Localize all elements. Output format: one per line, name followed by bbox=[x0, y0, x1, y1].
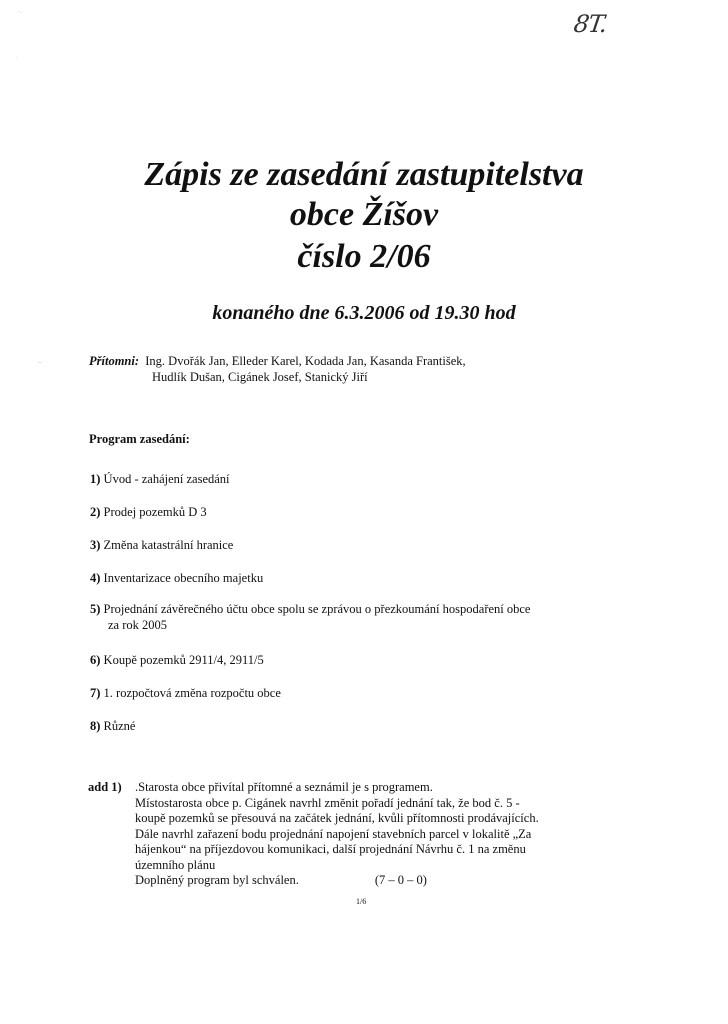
attendees-line-1: Ing. Dvořák Jan, Elleder Karel, Kodada Jan, Kasanda František, bbox=[145, 354, 466, 368]
agenda-number: 8) bbox=[90, 719, 101, 733]
title-line-1: Zápis ze zasedání zastupitelstva bbox=[144, 156, 584, 193]
add-1-label: add 1) bbox=[88, 780, 122, 794]
agenda-text: Inventarizace obecního majetku bbox=[103, 571, 264, 585]
agenda-text: Změna katastrální hranice bbox=[103, 538, 234, 552]
page-number: 1/6 bbox=[356, 897, 367, 906]
agenda-number: 5) bbox=[90, 602, 101, 616]
agenda-text: Projednání závěrečného účtu obce spolu se zprávou o přezkoumání hospodaření obce bbox=[100, 602, 531, 616]
agenda-number: 3) bbox=[90, 538, 101, 552]
agenda-text: Různé bbox=[103, 719, 136, 733]
add-1-line: koupě pozemků se přesouvá na začátek jednání, kvůli přítomnosti prodávajících. bbox=[135, 811, 539, 825]
add-1-line: .Starosta obce přivítal přítomné a seznámil je s programem. bbox=[135, 780, 433, 794]
add-1-line: Dále navrhl zařazení bodu projednání napojení stavebních parcel v lokalitě „Za bbox=[135, 826, 532, 841]
agenda-item bbox=[90, 471, 230, 487]
agenda-item bbox=[90, 652, 264, 668]
agenda-item bbox=[90, 537, 233, 553]
add-1-line: Místostarosta obce p. Cigánek navrhl změnit pořadí jednání tak, že bod č. 5 - bbox=[135, 795, 520, 810]
agenda-number: 7) bbox=[90, 686, 101, 700]
attendees bbox=[89, 353, 466, 385]
margin-mark: · bbox=[16, 55, 18, 61]
margin-mark: ·.. bbox=[18, 9, 23, 15]
program-heading: Program zasedání: bbox=[89, 432, 190, 446]
agenda-text: Úvod - zahájení zasedání bbox=[103, 472, 230, 486]
meeting-date: konaného dne 6.3.2006 od 19.30 hod bbox=[212, 302, 516, 324]
add-1-line: územního plánu bbox=[135, 857, 216, 872]
agenda-text: 1. rozpočtová změna rozpočtu obce bbox=[103, 686, 281, 700]
add-1-line: hájenkou“ na příjezdovou komunikaci, další projednání Návrhu č. 1 na změnu bbox=[135, 842, 526, 856]
agenda-item bbox=[90, 685, 281, 701]
title-line-2: obce Žíšov bbox=[289, 196, 439, 233]
add-1-section bbox=[88, 780, 695, 889]
agenda-text-continued: za rok 2005 bbox=[108, 618, 168, 632]
title-line-3: číslo 2/06 bbox=[297, 238, 431, 275]
agenda-item bbox=[90, 570, 263, 586]
agenda-item bbox=[90, 718, 135, 734]
agenda-item bbox=[90, 504, 207, 520]
agenda-number: 2) bbox=[90, 505, 101, 519]
agenda-number: 6) bbox=[90, 653, 101, 667]
vote-result: (7 – 0 – 0) bbox=[374, 873, 427, 887]
agenda-number: 1) bbox=[90, 472, 101, 486]
agenda-number: 4) bbox=[90, 571, 101, 585]
margin-mark: -- bbox=[38, 360, 42, 366]
agenda-text: Koupě pozemků 2911/4, 2911/5 bbox=[103, 653, 264, 667]
agenda-text: Prodej pozemků D 3 bbox=[103, 505, 207, 519]
attendees-label: Přítomni: bbox=[89, 354, 140, 368]
approval-text: Doplněný program byl schválen. bbox=[135, 873, 299, 887]
handwritten-mark: 8T. bbox=[572, 10, 609, 38]
attendees-line-2: Hudlík Dušan, Cigánek Josef, Stanický Jiří bbox=[152, 370, 368, 384]
agenda-item bbox=[90, 601, 530, 633]
